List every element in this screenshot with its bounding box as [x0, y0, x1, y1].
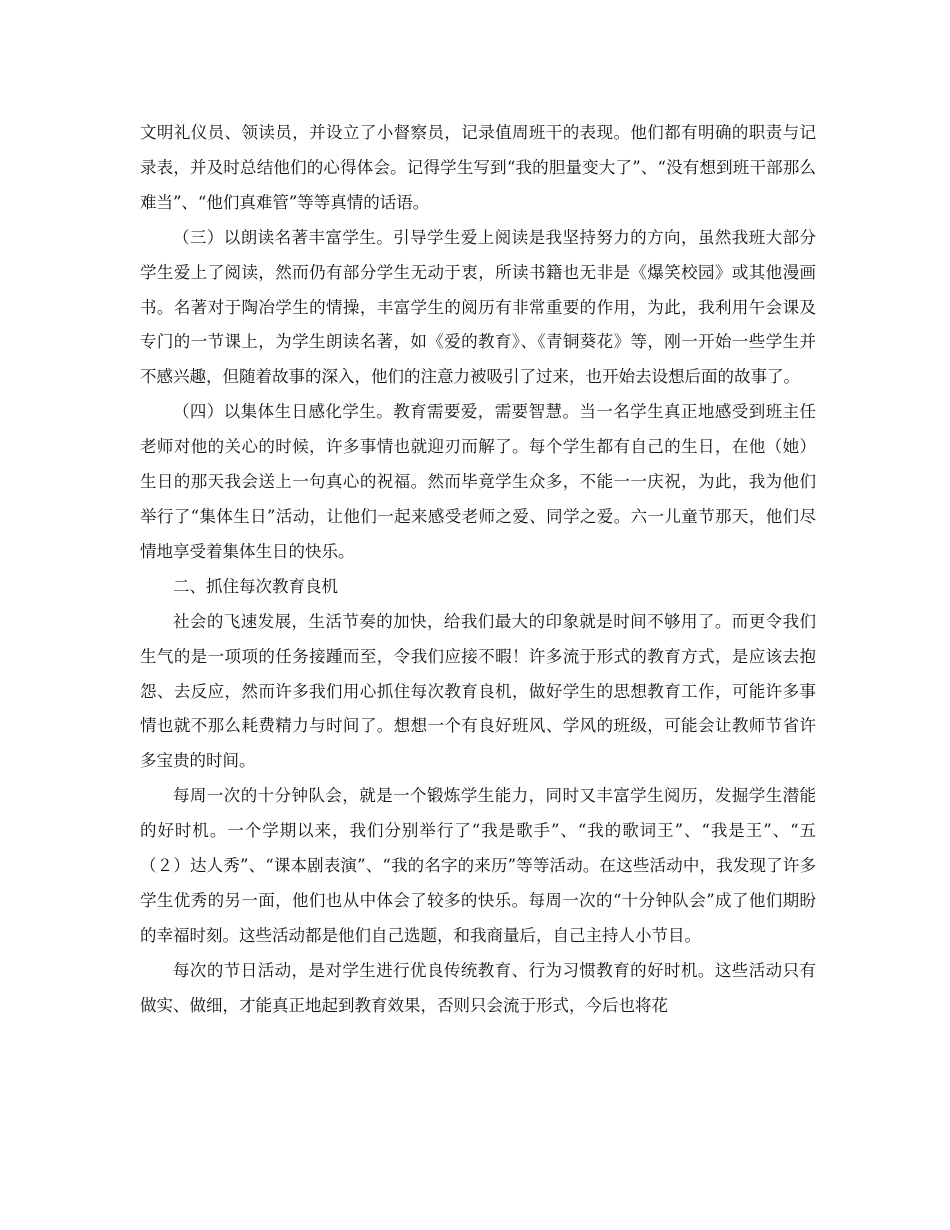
paragraph-7: 每次的节日活动，是对学生进行优良传统教育、行为习惯教育的好时机。这些活动只有做实、做细，才能真正地起到教育效果，否则只会流于形式，今后也将花 — [140, 960, 816, 1015]
section-heading: 二、抓住每次教育良机 — [173, 576, 338, 596]
paragraph-1: 文明礼仪员、领读员，并设立了小督察员，记录值周班干的表现。他们都有明确的职责与记录表，并及时总结他们的心得体会。记得学生写到“我的胆量变大了”、“没有想到班干部那么难当”、“他们真难管”等等真情的话语。 — [140, 123, 816, 212]
document-body — [140, 116, 816, 1024]
paragraph-3: （四）以集体生日感化学生。教育需要爱，需要智慧。当一名学生真正地感受到班主任老师对他的关心的时候，许多事情也就迎刃而解了。每个学生都有自己的生日，在他（她）生日的那天我会送上一句真心的祝福。然而毕竟学生众多，不能一一庆祝，为此，我为他们举行了“集体生日”活动，让他们一起来感受老师之爱、同学之爱。六一儿童节那天，他们尽情地享受着集体生日的快乐。 — [140, 402, 816, 561]
paragraph-2: （三）以朗读名著丰富学生。引导学生爱上阅读是我坚持努力的方向，虽然我班大部分学生爱上了阅读，然而仍有部分学生无动于衷，所读书籍也无非是《爆笑校园》或其他漫画书。名著对于陶冶学生的情操，丰富学生的阅历有非常重要的作用，为此，我利用午会课及专门的一节课上，为学生朗读名著，如《爱的教育》、《青铜葵花》等，刚一开始一些学生并不感兴趣，但随着故事的深入，他们的注意力被吸引了过来，也开始去设想后面的故事了。 — [140, 227, 816, 387]
paragraph-6: 每周一次的十分钟队会，就是一个锻炼学生能力，同时又丰富学生阅历，发掘学生潜能的好时机。一个学期以来，我们分别举行了“我是歌手”、“我的歌词王”、“我是王”、“五（２）达人秀”、“课本剧表演”、“我的名字的来历”等等活动。在这些活动中，我发现了许多学生优秀的另一面，他们也从中体会了较多的快乐。每周一次的“十分钟队会”成了他们期盼的幸福时刻。这些活动都是他们自己选题，和我商量后，自己主持人小节目。 — [140, 786, 816, 945]
paragraph-5: 社会的飞速发展，生活节奏的加快，给我们最大的印象就是时间不够用了。而更令我们生气的是一项项的任务接踵而至，令我们应接不暇！许多流于形式的教育方式，是应该去抱怨、去反应，然而许多我们用心抓住每次教育良机，做好学生的思想教育工作，可能许多事情也就不那么耗费精力与时间了。想想一个有良好班风、学风的班级，可能会让教师节省许多宝贵的时间。 — [140, 611, 816, 771]
